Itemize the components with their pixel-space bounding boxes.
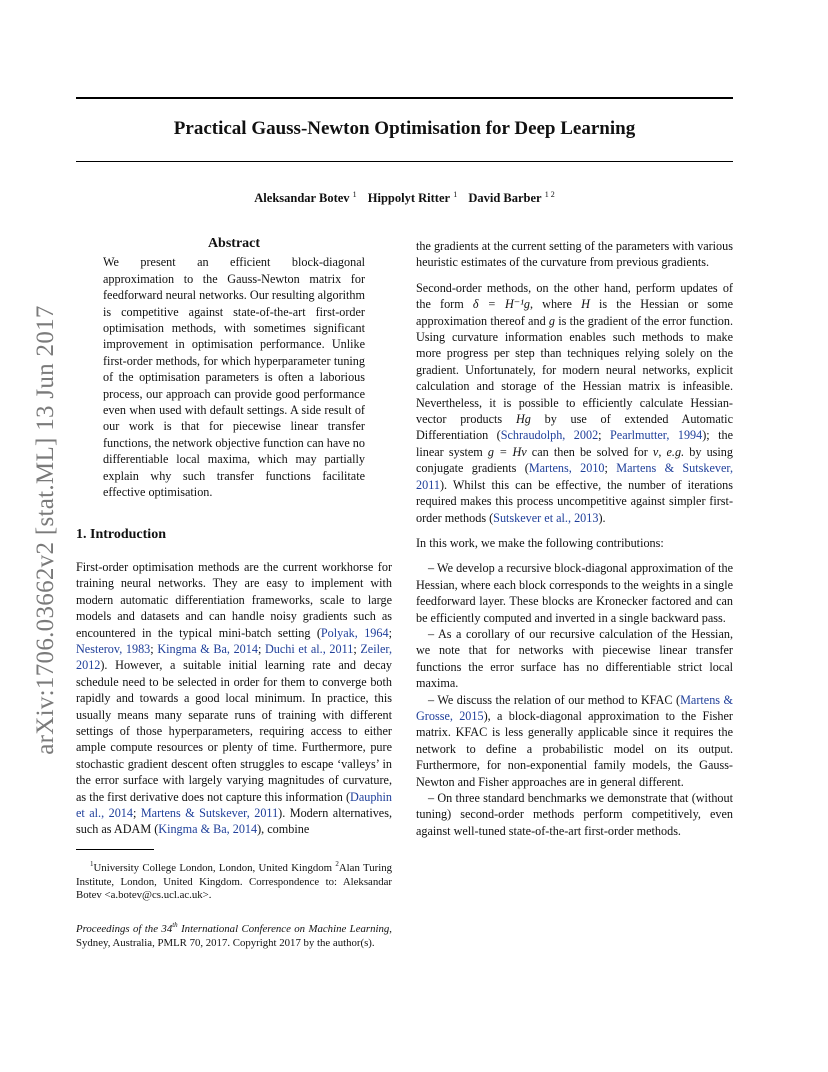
text-run: Second-order methods, on the other hand, perform updates of the form	[416, 280, 733, 312]
text-run: University College London, London, United Kingdom	[93, 861, 336, 874]
contribution-item: – As a corollary of our recursive calculation of the Hessian, we note that for networks with piecewise linear transfer functions the error surface has no differentiable strict local maxima.	[416, 626, 733, 691]
intro-paragraph: First-order optimisation methods are the current workhorse for training neural networks. They are easy to implement with modern automatic differentiation frameworks, scale to large models and datasets and can handle noisy gradients such as encountered in the typical mini-batch setting (Polyak, 1964; Nesterov, 1983; Kingma & Ba, 2014; Duchi et al., 2011; Zeiler, 2012). However, a suitable initial learning rate and decay schedule need to be selected in order for them to converge both rapidly and towards a good local minimum. In practice, this usually means many separate runs of training with different settings of those hyperparameters, requiring access to either ample compute resources or plenty of time. Furthermore, pure stochastic gradient descent often struggles to escape ‘valleys’ in the error surface with largely varying magnitudes of curvature, as the first derivative does not capture this information (Dauphin et al., 2014; Martens & Sutskever, 2011). Modern alternatives, such as ADAM (Kingma & Ba, 2014), combine	[76, 559, 392, 837]
author	[368, 191, 457, 205]
intro-paragraph-continued: the gradients at the current setting of the parameters with various heuristic estimates of the curvature from previous gradients.	[416, 239, 733, 270]
citation-link[interactable]: Martens & Sutskever, 2011	[140, 806, 279, 820]
text-run: e.g.	[666, 444, 685, 459]
citation-link[interactable]: Martens, 2010	[528, 461, 605, 476]
affiliation-footnote	[76, 858, 392, 903]
citation-link[interactable]: Pearlmutter, 1994	[610, 428, 703, 443]
text-run: International Conference on Machine Learning	[177, 923, 390, 936]
citation-link[interactable]: Duchi et al., 2011	[264, 641, 354, 656]
text-run: by using conjugate gradients (	[416, 444, 733, 476]
abstract-text: We present an efficient block-diagonal approximation to the Gauss-Newton matrix for feedforward neural networks. Our resulting algorithm is competitive against state-of-the-art first-order optimisation methods, with sometimes significant improvement in optimisation performance. Unlike first-order methods, for which hyperparameter tuning of the optimisation parameters is often a laborious process, our approach can provide good performance even when used with default settings. A side result of our work is that for piecewise linear transfer functions, the network objective function can have no differentiable local maxima, which may partially explain why such transfer functions facilitate effective optimisation.	[103, 255, 365, 500]
text-run: ); the linear system	[416, 428, 734, 459]
footnote-mark: 1	[90, 859, 94, 868]
author-list	[76, 190, 733, 206]
citation-link[interactable]: Dauphin et al., 2014	[76, 789, 392, 820]
intro-paragraph: In this work, we make the following contributions:	[416, 535, 664, 550]
text-run: is the Hessian or some approximation thereof and	[416, 297, 733, 328]
author	[468, 191, 554, 205]
citation-link[interactable]: Nesterov, 1983	[76, 641, 151, 656]
text-run: ,	[658, 444, 667, 459]
math-expression: g = Hv	[487, 444, 527, 459]
text-run: , Sydney, Australia, PMLR 70, 2017. Copyright 2017 by the author(s).	[76, 923, 392, 949]
text-run: by use of extended Automatic Differentiation (	[416, 412, 733, 443]
author-name: Aleksandar Botev	[254, 191, 350, 205]
contribution-item: – On three standard benchmarks we demonstrate that (without tuning) second-order methods perform competitively, even against well-tuned state-of-the-art first-order methods.	[416, 791, 733, 838]
citation-link[interactable]: Sutskever et al., 2013	[493, 510, 599, 525]
author-name: David Barber	[468, 191, 542, 205]
text-run: ). However, a suitable initial learning rate and decay schedule need to be selected in order for them to converge both rapidly and towards a good local minimum. In practice, this usually means many separate runs of training with different settings of those hyperparameters, requiring access to either ample compute resources or plenty of time. Furthermore, pure stochastic gradient descent often struggles to escape ‘valleys’ in the error surface with largely varying magnitudes of curvature, as the first derivative does not capture this information (	[76, 658, 392, 804]
superscript: th	[172, 921, 178, 930]
text-run: ). Whilst this can be effective, the number of iterations required makes this process uncompetitive against simpler first-order methods (	[416, 477, 733, 525]
text-run: ), a block-diagonal approximation to the Fisher matrix. KFAC is less generally applicable since it requires the network to define a probabilistic model on its output. Furthermore, for non-exponential family models, the Gauss-Newton and Fisher approaches are in general different.	[416, 708, 733, 789]
abstract-heading: Abstract	[207, 236, 261, 251]
title-rule-bottom	[76, 161, 733, 162]
citation-link[interactable]: Kingma & Ba, 2014	[157, 641, 258, 656]
citation-link[interactable]: Zeiler, 2012	[76, 641, 392, 673]
author-name: Hippolyt Ritter	[367, 191, 451, 205]
contribution-item: – We develop a recursive block-diagonal approximation of the Hessian, where each block corresponds to the weights in a single feedforward layer. These blocks are Kronecker factored and can be efficiently computed and inverted in a single backward pass.	[416, 561, 733, 625]
text-run: Proceedings of the 34	[76, 923, 173, 936]
math-expression: δ = H⁻¹g	[472, 297, 530, 312]
math-expression: Hg	[515, 412, 531, 427]
text-run: Alan Turing Institute, London, United Kingdom. Correspondence to: Aleksandar Botev <a.botev@cs.ucl.ac.uk>.	[76, 861, 392, 902]
author-affiliation: 1 2	[544, 190, 555, 199]
text-run: First-order optimisation methods are the current workhorse for training neural networks. They are easy to implement with modern automatic differentiation frameworks, scale to large models and datasets and can handle noisy gradients such as encountered in the typical mini-batch setting (	[76, 559, 392, 640]
section-heading-introduction: 1. Introduction	[76, 526, 166, 542]
arxiv-identifier: arXiv:1706.03662v2 [stat.ML] 13 Jun 2017	[32, 305, 59, 755]
text-run: – We discuss the relation of our method to KFAC (	[428, 692, 681, 707]
proceedings-notice	[76, 919, 392, 951]
author-affiliation: 1	[453, 190, 458, 199]
right-column	[416, 238, 733, 839]
footnote-rule	[76, 849, 154, 850]
left-column	[76, 236, 392, 951]
text-run: ), combine	[257, 822, 310, 837]
title-rule-top	[76, 97, 733, 99]
citation-link[interactable]: Schraudolph, 2002	[500, 428, 599, 443]
author-affiliation: 1	[352, 190, 357, 199]
text-run: is the gradient of the error function. Using curvature information enables such methods to make more progress per step than techniques relying solely on the gradient. Unfortunately, for modern neural networks, explicit calculation and storage of the Hessian matrix is infeasible. Nevertheless, it is possible to efficiently calculate Hessian-vector products	[416, 313, 733, 427]
text-run: , where	[529, 297, 582, 312]
footnote-mark: 2	[335, 859, 339, 868]
citation-link[interactable]: Polyak, 1964	[320, 625, 389, 640]
intro-paragraph: Second-order methods, on the other hand, perform updates of the form δ = H⁻¹g, where H is the Hessian or some approximation thereof and g is the gradient of the error function. Using curvature information enables such methods to make more progress per step than techniques relying solely on the gradient. Unfortunately, for modern neural networks, explicit calculation and storage of the Hessian matrix is infeasible. Nevertheless, it is possible to efficiently calculate Hessian-vector products Hg by use of extended Automatic Differentiation (Schraudolph, 2002; Pearlmutter, 1994); the linear system g = Hv can then be solved for v, e.g. by using conjugate gradients (Martens, 2010; Martens & Sutskever, 2011). Whilst this can be effective, the number of iterations required makes this process uncompetitive against simpler first-order methods (Sutskever et al., 2013).	[416, 280, 734, 525]
contribution-item	[416, 692, 733, 790]
text-run: can then be solved for	[526, 444, 653, 459]
math-expression: v	[652, 444, 659, 459]
math-expression: g	[548, 313, 555, 328]
citation-link[interactable]: Martens & Sutskever, 2011	[416, 461, 734, 492]
citation-link[interactable]: Martens & Grosse, 2015	[416, 692, 733, 723]
citation-link[interactable]: Kingma & Ba, 2014	[158, 822, 258, 837]
text-run: ).	[598, 510, 606, 525]
math-expression: H	[581, 297, 590, 312]
author	[254, 191, 356, 205]
paper-title: Practical Gauss-Newton Optimisation for Deep Learning	[173, 118, 636, 139]
text-run: ). Modern alternatives, such as ADAM (	[76, 806, 392, 837]
